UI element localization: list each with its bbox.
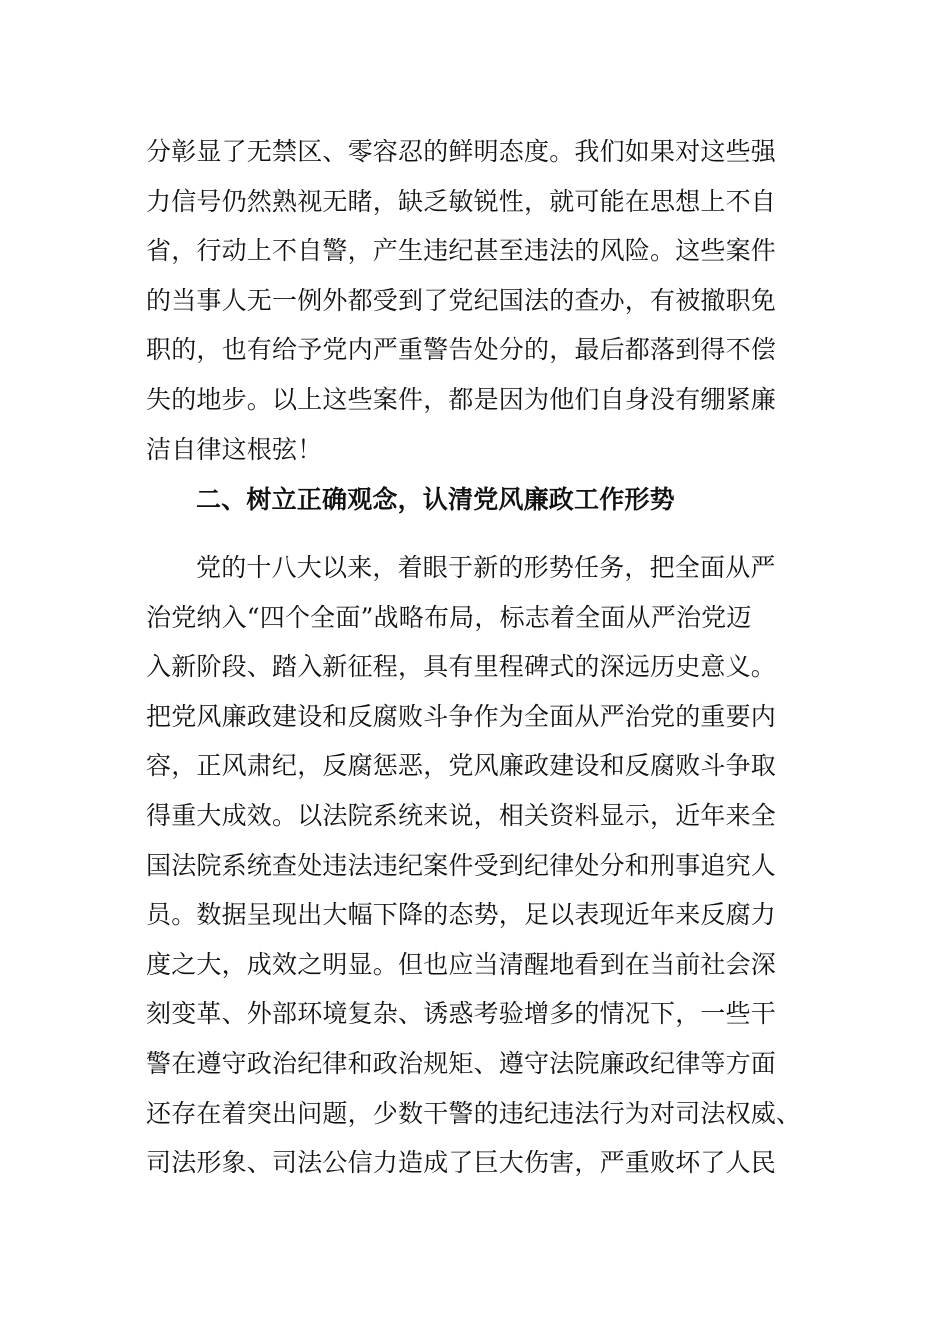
paragraph-2-line: 党的十八大以来，着眼于新的形势任务，把全面从严 xyxy=(196,553,776,582)
paragraph-2-line: 治党纳入“四个全面”战略布局，标志着全面从严治党迈 xyxy=(146,602,752,632)
section-heading xyxy=(146,475,816,525)
paragraph-2-line: 得重大成效。以法院系统来说，相关资料显示，近年来全 xyxy=(146,800,777,830)
paragraph-1-line: 的当事人无一例外都受到了党纪国法的查办，有被撤职免 xyxy=(146,285,777,315)
paragraph-2 xyxy=(146,543,816,1188)
paragraph-1-line: 职的，也有给予党内严重警告处分的，最后都落到得不偿 xyxy=(146,335,777,365)
paragraph-2-line: 度之大，成效之明显。但也应当清醒地看到在当前社会深 xyxy=(146,949,777,979)
paragraph-2-line: 把党风廉政建设和反腐败斗争作为全面从严治党的重要内 xyxy=(146,701,777,731)
paragraph-2-line: 入新阶段、踏入新征程，具有里程碑式的深远历史意义。 xyxy=(146,652,777,682)
paragraph-1-line: 洁自律这根弦！ xyxy=(146,434,323,464)
paragraph-2-line: 国法院系统查处违法违纪案件受到纪律处分和刑事追究人 xyxy=(146,850,777,880)
paragraph-2-line: 容，正风肃纪，反腐惩恶，党风廉政建设和反腐败斗争取 xyxy=(146,751,777,781)
paragraph-2-line: 刻变革、外部环境复杂、诱惑考验增多的情况下，一些干 xyxy=(146,999,777,1029)
paragraph-1-line: 失的地步。以上这些案件，都是因为他们自身没有绷紧廉 xyxy=(146,384,777,414)
section-heading-text: 二、树立正确观念，认清党风廉政工作形势 xyxy=(196,485,675,514)
paragraph-2-line: 员。数据呈现出大幅下降的态势，足以表现近年来反腐力 xyxy=(146,900,777,930)
paragraph-1-line: 力信号仍然熟视无睹，缺乏敏锐性，就可能在思想上不自 xyxy=(146,186,777,216)
paragraph-2-line: 司法形象、司法公信力造成了巨大伤害，严重败坏了人民 xyxy=(146,1148,777,1178)
paragraph-1-line: 分彰显了无禁区、零容忍的鲜明态度。我们如果对这些强 xyxy=(146,137,777,166)
paragraph-2-line: 还存在着突出问题，少数干警的违纪违法行为对司法权威、 xyxy=(146,1098,802,1128)
paragraph-2-line: 警在遵守政治纪律和政治规矩、遵守法院廉政纪律等方面 xyxy=(146,1048,777,1078)
paragraph-1-line: 省，行动上不自警，产生违纪甚至违法的风险。这些案件 xyxy=(146,236,777,266)
paragraph-1 xyxy=(146,127,816,474)
